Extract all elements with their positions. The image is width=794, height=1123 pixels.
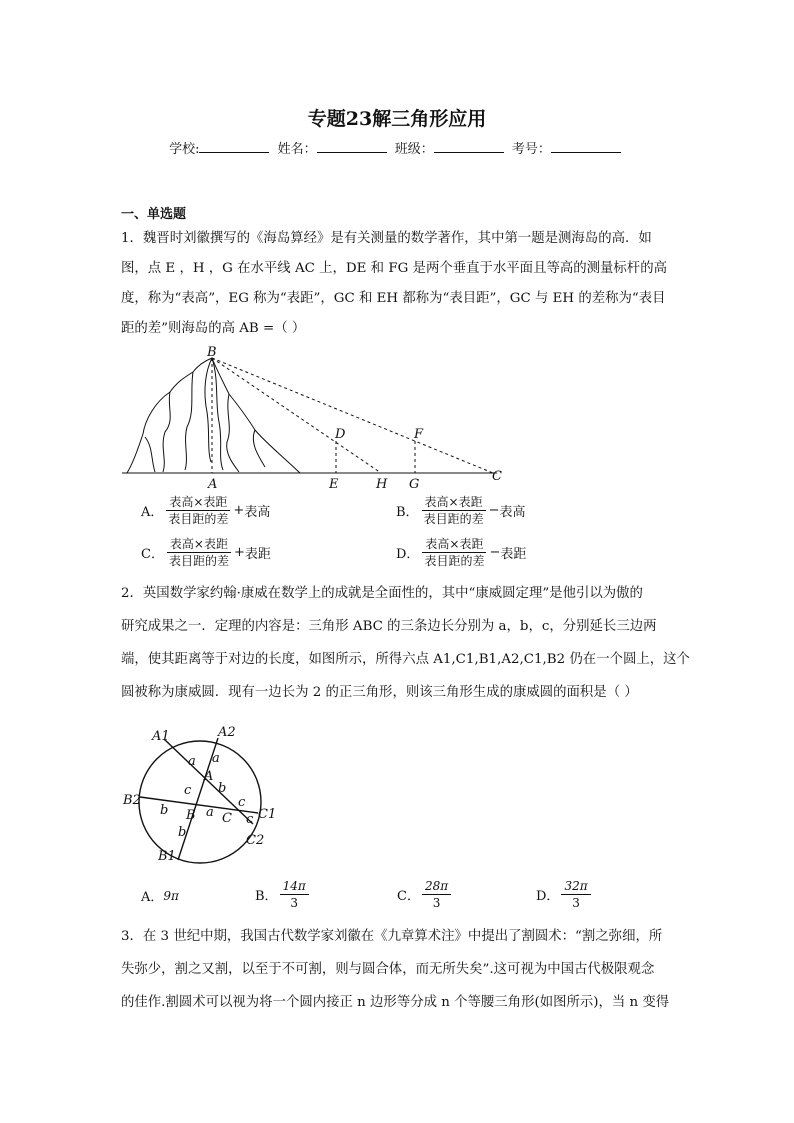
label-A: A [208,477,218,492]
sightline-BC [212,358,493,473]
side-c: c [246,812,254,827]
option-letter: C． [141,547,164,562]
fraction [422,878,451,911]
q2-option-b[interactable] [255,878,311,911]
question-2-line: 端，使其距离等于对边的长度，如图所示，所得六点 A1,C1,B1,A2,C1,B2 仍在一个圆上，这个 [121,652,690,667]
operator: − [488,503,500,518]
q2-option-d[interactable] [536,878,593,911]
label-E: E [329,477,339,492]
side-c: c [238,795,246,810]
question-1-line: 1．魏晋时刘徽撰写的《海岛算经》是有关测量的数学著作，其中第一题是测海岛的高．如 [121,231,652,246]
mountain-outline [127,358,300,473]
fraction [165,494,231,527]
question-1-line: 距的差”则海岛的高 AB =（ ） [121,321,306,336]
fraction [421,494,487,527]
option-tail: 表距 [244,547,271,562]
question-3-line: 3．在 3 世纪中期，我国古代数学家刘徽在《九章算术注》中提出了割圆术：“割之弥细，所 [121,929,663,944]
mountain-ridge [163,392,170,472]
denominator: 3 [290,896,298,910]
label-C2: C2 [246,833,265,848]
label-C: C [492,469,502,484]
question-1-line: 度，称为“表高”，EG 称为“表距”，GC 和 EH 都称为“表目距”，GC 与 EH 的差称为“表目 [121,291,666,306]
question-2-line: 2．英国数学家约翰·康威在数学上的成就是全面性的，其中“康威圆定理”是他引以为傲的 [121,586,643,601]
numerator: 表高×表距 [167,536,231,553]
name-label: 姓名： [277,142,317,157]
option-letter: A． [141,505,164,520]
name-blank[interactable] [317,141,387,153]
mountain-ridge [205,358,212,462]
mountain-ridge [227,394,239,472]
fraction [280,878,309,911]
numerator: 表高×表距 [422,494,486,511]
option-letter: D． [536,889,560,904]
q2-option-a[interactable] [141,886,179,905]
label-C1: C1 [258,807,277,822]
mountain-ridge [145,437,155,472]
denominator: 3 [572,896,580,910]
fraction [561,878,590,911]
label-G: G [409,477,420,492]
operator: + [233,503,245,518]
question-2-text [121,577,690,709]
side-b: b [160,803,169,818]
number-blank[interactable] [551,141,621,153]
question-3-line: 的佳作.割圆术可以视为将一个圆内接正 n 边形等分成 n 个等腰三角形(如图所示)，当 n 变得 [121,995,670,1010]
q1-option-c[interactable] [141,536,271,569]
option-letter: B． [255,889,278,904]
class-label: 班级： [394,142,434,157]
mountain-ridge [212,358,223,470]
page-title: 专题23解三角形应用 [307,108,487,130]
question-1-line: 图，点 E ，H ，G 在水平线 AC 上，DE 和 FG 是两个垂直于水平面且等高的测量标杆的高 [121,261,667,276]
denominator: 表目距的差 [423,512,484,526]
fraction [421,536,487,569]
label-B: B [186,808,196,823]
label-A1: A1 [152,729,170,744]
label-F: F [414,427,424,442]
label-A: A [204,769,214,784]
label-B2: B2 [123,793,141,808]
school-blank[interactable] [199,141,269,153]
label-C: C [222,811,232,826]
denominator: 3 [432,896,441,910]
numerator: 14π [280,878,309,895]
student-info-line [0,138,794,157]
mountain-ridge [253,430,265,467]
side-a: a [188,754,196,769]
conway-circle-figure [118,718,278,868]
school-label: 学校: [169,142,200,157]
option-tail: 表高 [499,505,526,520]
side-c: c [184,783,192,798]
class-blank[interactable] [434,141,504,153]
question-3-text [121,920,681,1019]
q1-option-a[interactable] [141,494,270,527]
question-2-line: 圆被称为康威圆．现有一边长为 2 的正三角形，则该三角形生成的康威圆的面积是（ ） [121,685,638,700]
label-B1: B1 [158,849,176,864]
denominator: 表目距的差 [168,512,229,526]
numerator: 表高×表距 [422,536,486,553]
label-D: D [335,427,346,442]
option-value: 9π [163,888,179,903]
option-tail: 表高 [244,505,271,520]
label-H: H [376,477,388,492]
numerator: 32π [561,878,590,895]
option-letter: C． [397,889,420,904]
numerator: 28π [422,878,451,895]
label-B: B [207,345,217,360]
operator: − [489,545,501,560]
question-1-text [121,224,681,344]
denominator: 表目距的差 [168,554,229,568]
island-figure [115,342,515,492]
q2-option-c[interactable] [397,878,453,911]
side-a: a [206,805,214,820]
q1-option-d[interactable] [396,536,526,569]
operator: + [233,545,245,560]
fraction [166,536,232,569]
section-title: 一、单选题 [121,207,187,222]
side-b: b [178,825,187,840]
question-2-line: 研究成果之一．定理的内容是：三角形 ABC 的三条边长分别为 a，b，c，分别延长三边两 [121,619,657,634]
option-tail: 表距 [500,547,527,562]
option-letter: B． [396,505,419,520]
sightline-BH [212,358,381,473]
option-letter: A． [141,890,164,905]
side-b: b [218,781,227,796]
q1-option-b[interactable] [396,494,526,527]
number-label: 考号： [511,142,551,157]
numerator: 表高×表距 [166,494,230,511]
option-letter: D． [396,547,420,562]
question-3-line: 失弥少，割之又割，以至于不可割，则与圆合体，而无所失矣”.这可视为中国古代极限观念 [121,962,655,977]
mountain-ridge [185,372,193,470]
denominator: 表目距的差 [424,554,485,568]
label-A2: A2 [218,725,236,740]
side-a: a [212,751,220,766]
